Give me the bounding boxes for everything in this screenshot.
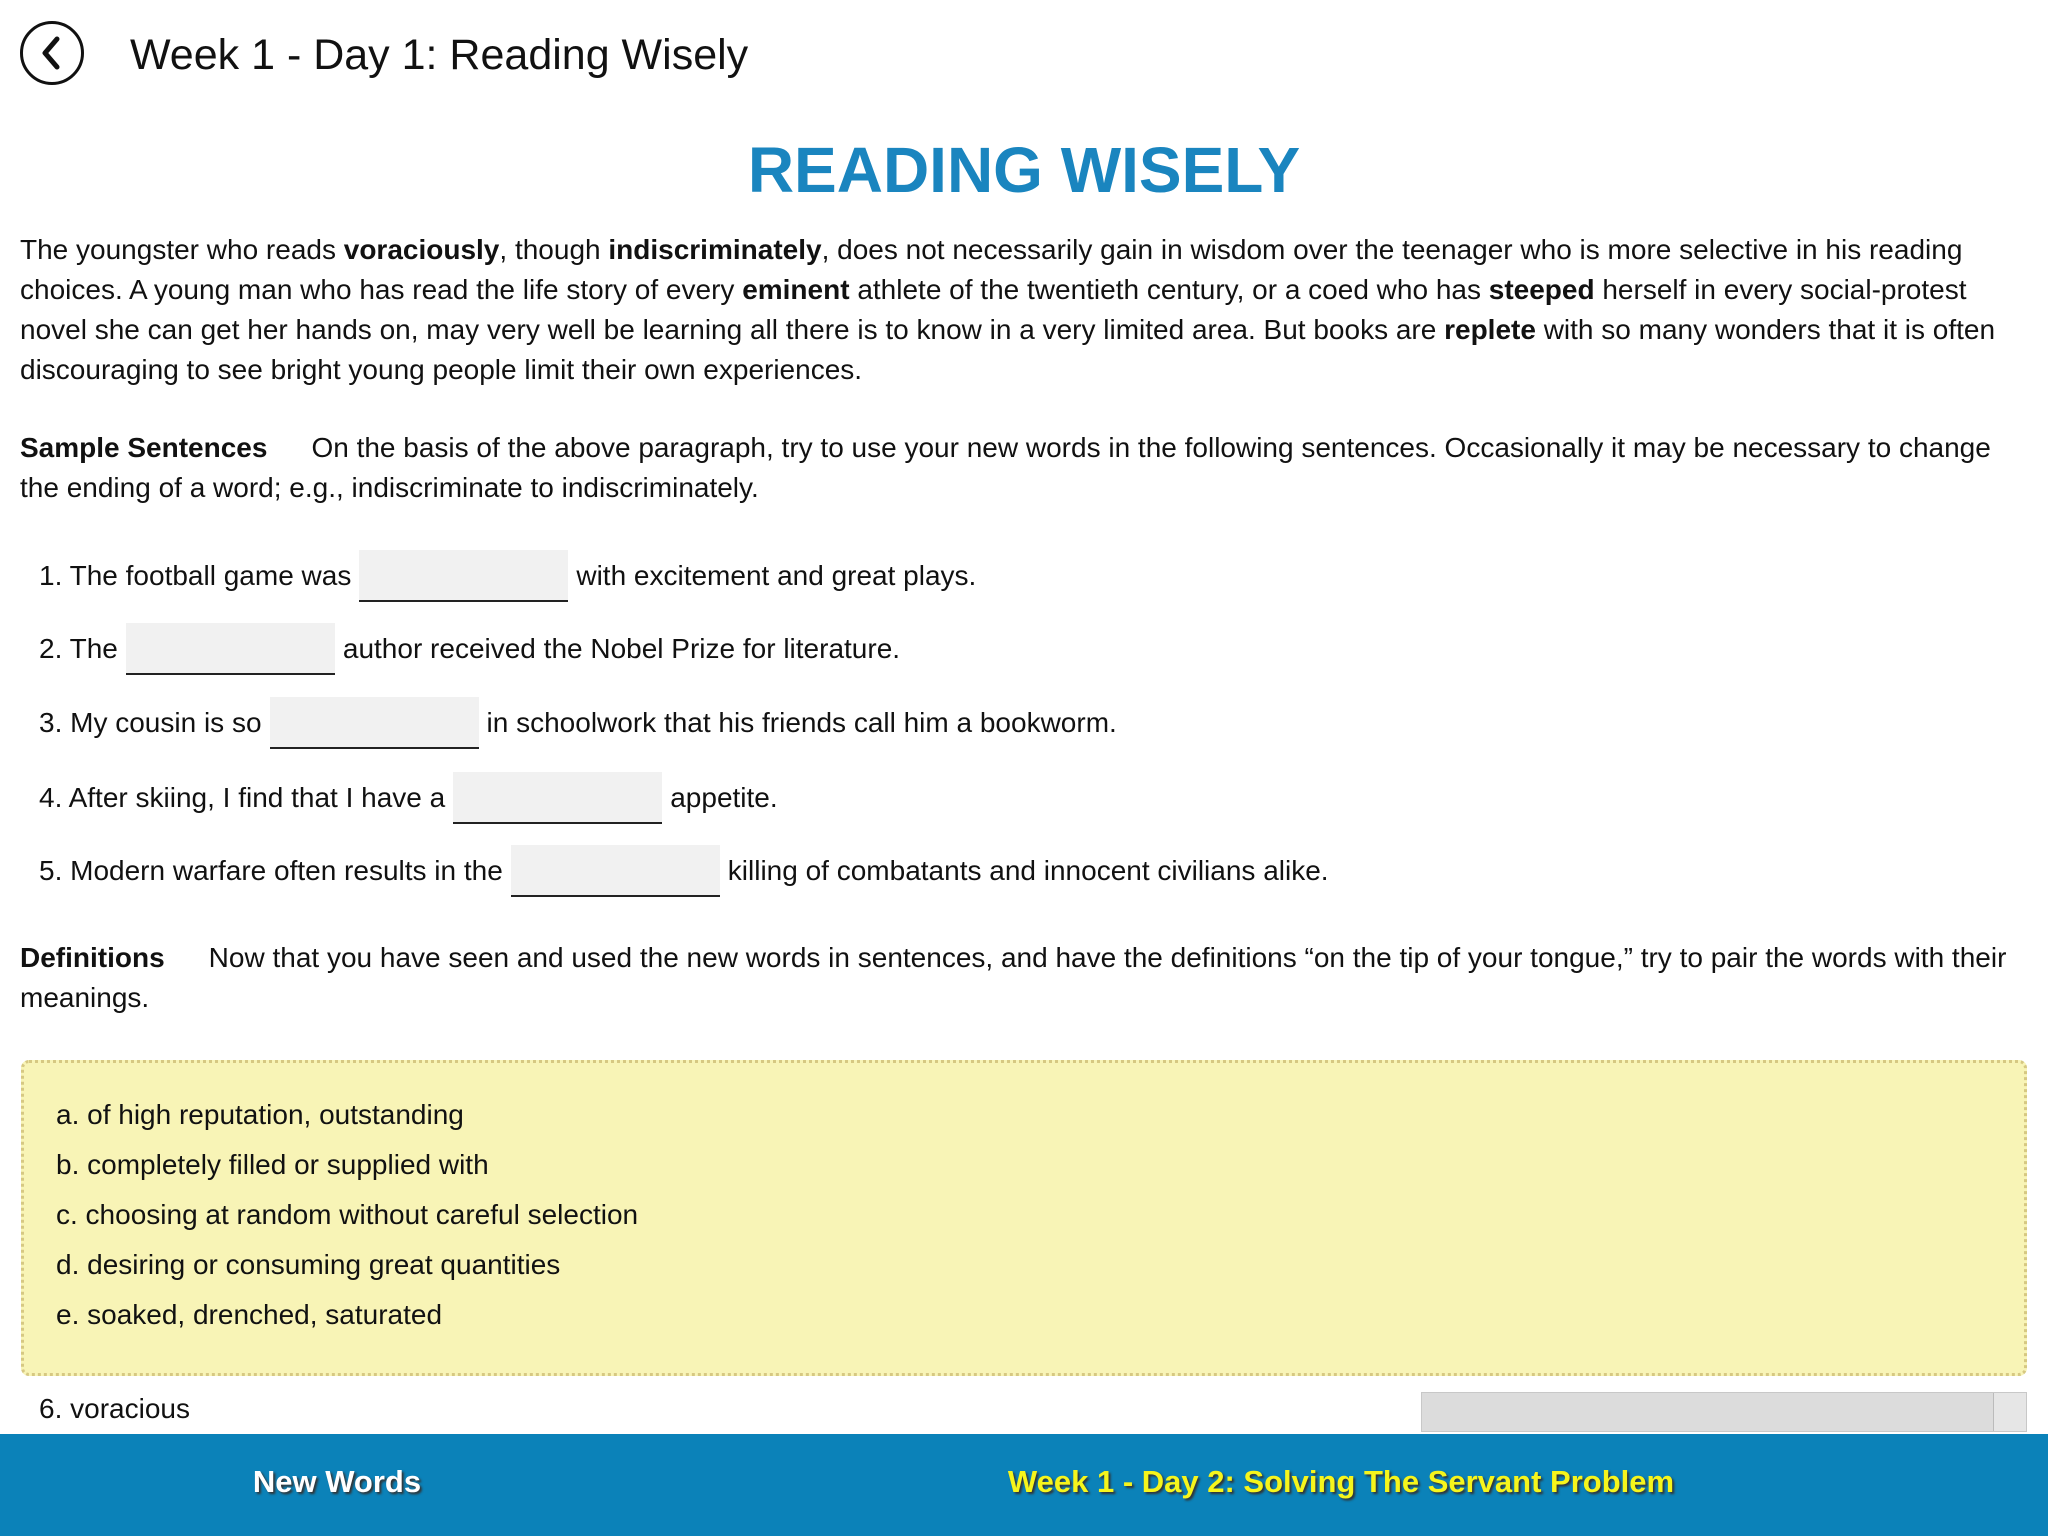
vocab-word: voraciously [343,234,500,265]
lesson-heading: READING WISELY [747,134,1301,206]
sentence-item [39,696,1117,750]
sentence-item [39,771,778,825]
answer-blank[interactable] [511,845,720,897]
sentence-item [39,622,900,676]
passage-text: The youngster who reads [20,234,344,265]
next-lesson-link[interactable]: Week 1 - Day 2: Solving The Servant Problem [1007,1464,1675,1499]
definition-item: c. choosing at random without careful selection [56,1199,639,1230]
sentence-before: 2. The [39,633,118,664]
vocab-word: steeped [1488,274,1595,305]
passage-text: , though [499,234,609,265]
sentence-after: appetite. [670,782,778,813]
sentence-item [39,549,976,603]
reading-passage [20,230,2030,390]
sentence-before: 3. My cousin is so [39,707,262,738]
sentence-before: 1. The football game was [39,560,352,591]
definition-item: d. desiring or consuming great quantities [56,1249,561,1280]
passage-text: , does not necessarily gain in wisdom over the teenager who is more selective in his reading choices. A young man who has read the life story of every [20,234,1963,305]
answer-blank[interactable] [270,697,479,749]
matching-word-6: 6. voracious [39,1393,190,1424]
vocab-word: replete [1444,314,1536,345]
definition-item: b. completely filled or supplied with [56,1149,489,1180]
vocab-word: eminent [742,274,850,305]
sentence-before: 4. After skiing, I find that I have a [39,782,446,813]
sentence-after: author received the Nobel Prize for literature. [342,633,901,664]
definitions-box [21,1060,2027,1376]
sample-sentences-intro [20,428,2030,508]
definition-item: e. soaked, drenched, saturated [56,1299,443,1330]
answer-blank[interactable] [359,550,568,602]
sentence-after: with excitement and great plays. [576,560,977,591]
sentence-after: killing of combatants and innocent civilians alike. [727,855,1329,886]
passage-text: herself in every social-protest novel she can get her hands on, may very well be learning all there is to know in a very limited area. But books are [20,274,1967,345]
passage-text: athlete of the twentieth century, or a coed who has [849,274,1489,305]
definitions-intro [20,938,2030,1018]
answer-blank[interactable] [453,772,662,824]
sentence-after: in schoolwork that his friends call him a bookworm. [486,707,1117,738]
page-title: Week 1 - Day 1: Reading Wisely [130,31,749,79]
sample-sentences-label: Sample Sentences [20,432,268,463]
back-button[interactable] [20,21,84,85]
definitions-instructions: Now that you have seen and used the new words in sentences, and have the definitions “on the tip of your tongue,” try to pair the words with their meanings. [20,942,2007,1013]
matching-select-6[interactable] [1421,1392,2027,1432]
sample-instructions: On the basis of the above paragraph, try to use your new words in the following sentences. Occasionally it may be necessary to change the ending of a word; e.g., indiscriminate to indiscriminately. [20,432,1991,503]
vocab-word: indiscriminately [608,234,822,265]
passage-text: with so many wonders that it is often discouraging to see bright young people limit their own experiences. [20,314,1996,385]
sentence-before: 5. Modern warfare often results in the [39,855,503,886]
bottom-nav-bar [0,1434,2048,1536]
definition-item: a. of high reputation, outstanding [56,1099,464,1130]
answer-blank[interactable] [126,623,335,675]
prev-lesson-link[interactable]: New Words [252,1464,422,1499]
sentence-item [39,844,1329,898]
definitions-label: Definitions [20,942,165,973]
chevron-left-icon [37,36,67,70]
dropdown-arrow-icon[interactable] [1993,1393,2026,1431]
